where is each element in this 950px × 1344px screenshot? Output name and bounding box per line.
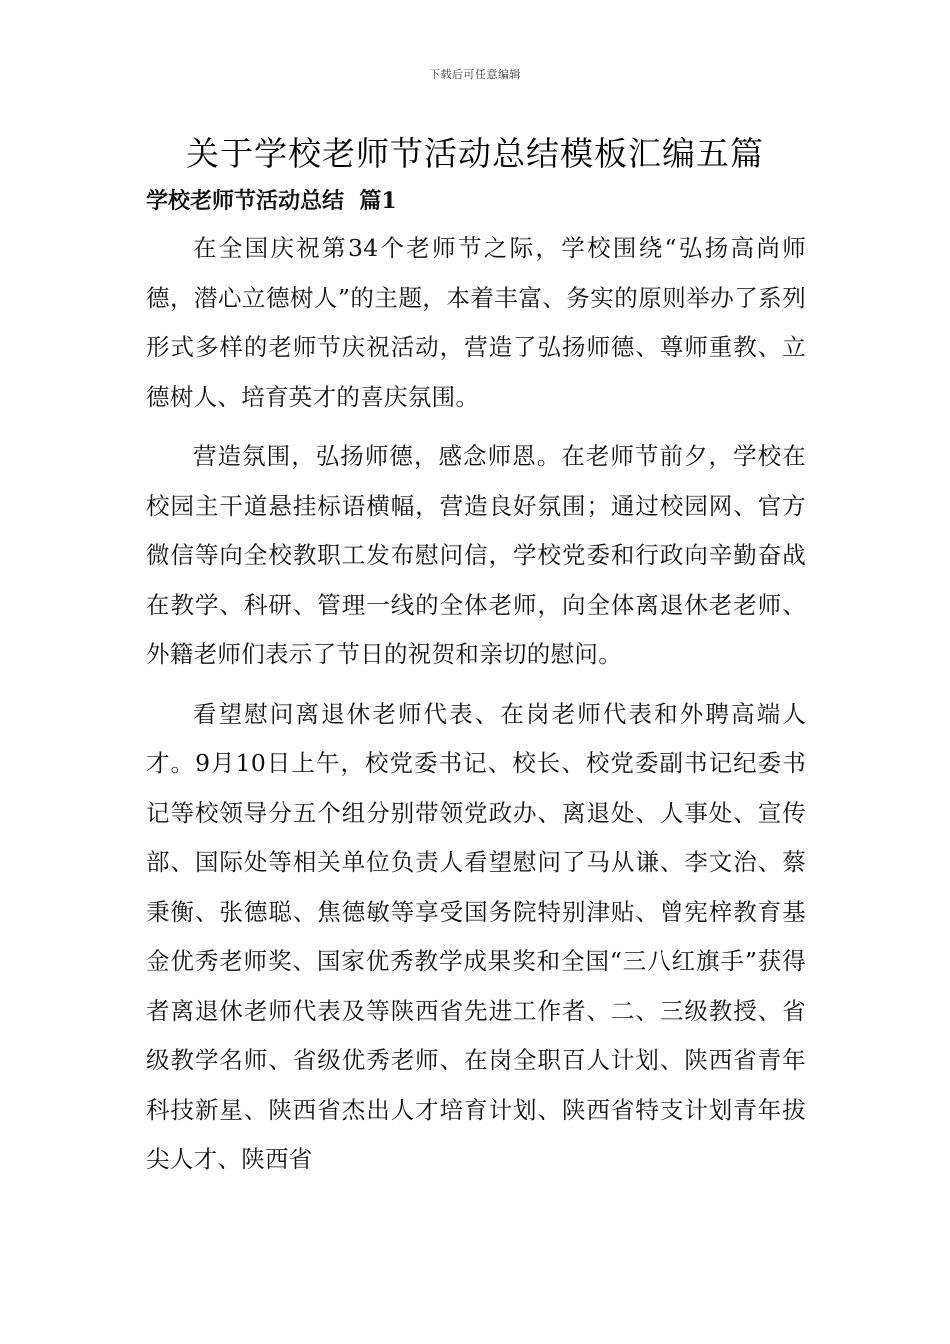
paragraph-2: 营造氛围，弘扬师德，感念师恩。在老师节前夕，学校在校园主干道悬挂标语横幅，营造良好氛围；通过校园网、官方微信等向全校教职工发布慰问信，学校党委和行政向辛勤奋战在教学、科研、管理一线的全体老师，向全体离退休老老师、外籍老师们表示了节日的祝贺和亲切的慰问。 xyxy=(146,442,806,668)
document-title: 关于学校老师节活动总结模板汇编五篇 xyxy=(186,134,764,173)
header-note: 下载后可任意编辑 xyxy=(429,68,521,81)
section-heading: 学校老师节活动总结 篇1 xyxy=(146,188,397,214)
paragraph-1: 在全国庆祝第34个老师节之际，学校围绕“弘扬高尚师德，潜心立德树人”的主题，本着丰富、务实的原则举办了系列形式多样的老师节庆祝活动，营造了弘扬师德、尊师重教、立德树人、培育英才的喜庆氛围。 xyxy=(146,234,806,411)
paragraph-3: 看望慰问离退休老师代表、在岗老师代表和外聘高端人才。9月10日上午，校党委书记、校长、校党委副书记纪委书记等校领导分五个组分别带领党政办、离退处、人事处、宣传部、国际处等相关单位负责人看望慰问了马从谦、李文治、蔡秉衡、张德聪、焦德敏等享受国务院特别津贴、曾宪梓教育基金优秀老师奖、国家优秀教学成果奖和全国“三八红旗手”获得者离退休老师代表及等陕西省先进工作者、二、三级教授、省级教学名师、省级优秀老师、在岗全职百人计划、陕西省青年科技新星、陕西省杰出人才培育计划、陕西省特支计划青年拔尖人才、陕西省 xyxy=(146,699,806,1173)
document-body xyxy=(146,224,806,1195)
